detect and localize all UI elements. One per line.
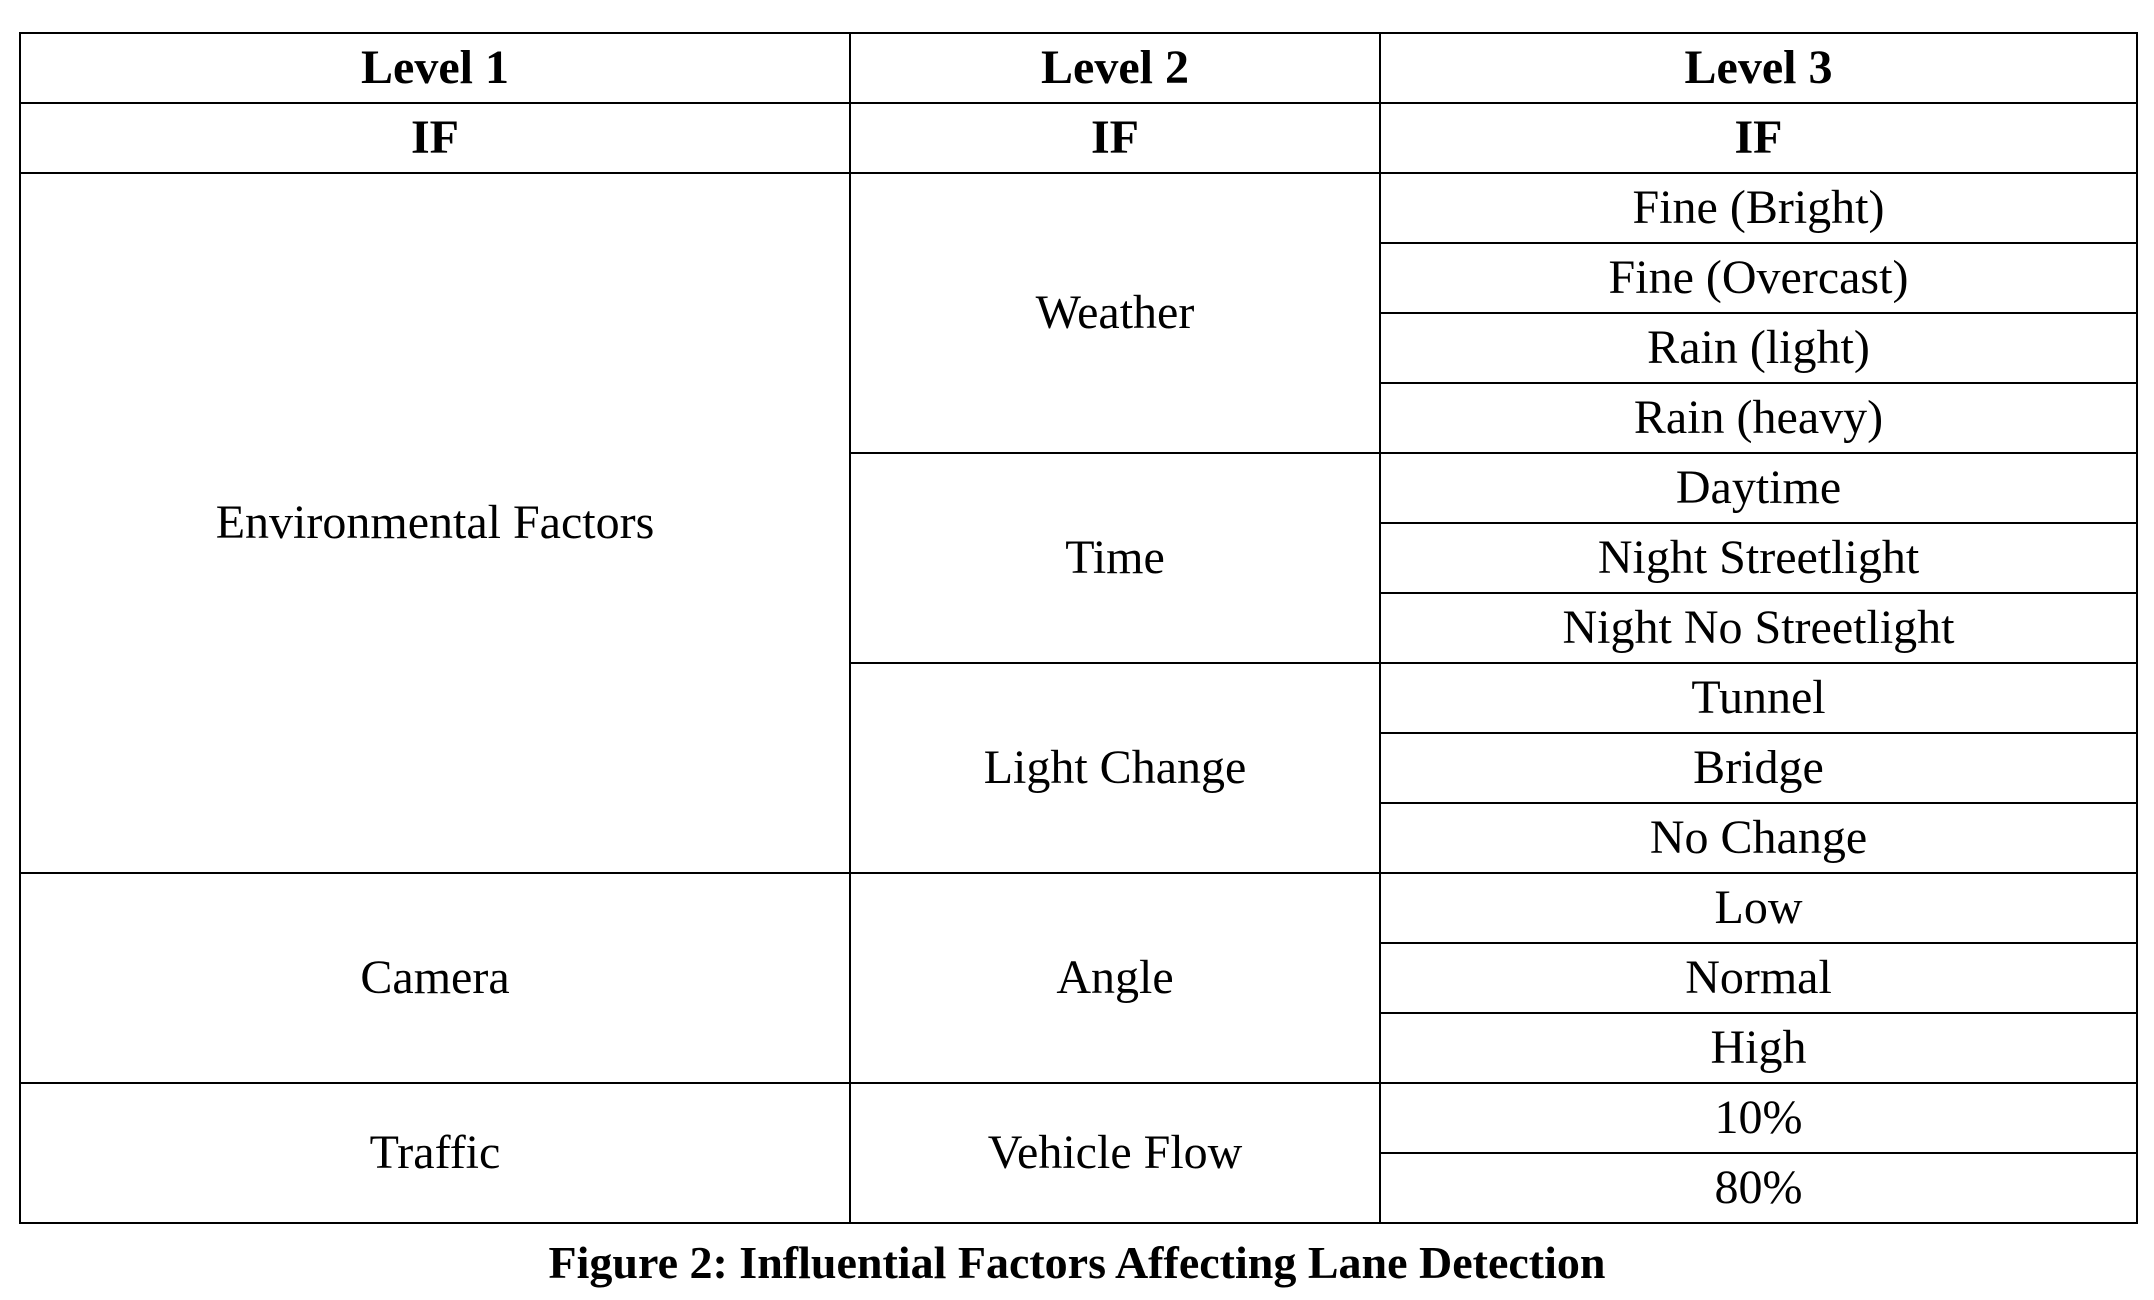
- level3-cell: Rain (heavy): [1380, 383, 2137, 453]
- level3-cell: 80%: [1380, 1153, 2137, 1223]
- table-row: [20, 873, 2137, 943]
- factors-table: [19, 32, 2138, 1224]
- level2-cell: Light Change: [850, 663, 1380, 873]
- level1-cell: Camera: [20, 873, 850, 1083]
- table-row: [20, 1083, 2137, 1153]
- level3-cell: No Change: [1380, 803, 2137, 873]
- figure-caption: Figure 2: Influential Factors Affecting Lane Detection: [548, 1237, 1606, 1288]
- header-if-level1: IF: [20, 103, 850, 173]
- level2-cell: Weather: [850, 173, 1380, 453]
- level3-cell: Bridge: [1380, 733, 2137, 803]
- level2-cell: Angle: [850, 873, 1380, 1083]
- level3-cell: Night Streetlight: [1380, 523, 2137, 593]
- header-if-level3: IF: [1380, 103, 2137, 173]
- header-level1: Level 1: [20, 33, 850, 103]
- level3-cell: Daytime: [1380, 453, 2137, 523]
- level3-cell: Fine (Overcast): [1380, 243, 2137, 313]
- level1-cell: Traffic: [20, 1083, 850, 1223]
- level3-cell: Low: [1380, 873, 2137, 943]
- header-level3: Level 3: [1380, 33, 2137, 103]
- level3-cell: Normal: [1380, 943, 2137, 1013]
- level3-cell: Rain (light): [1380, 313, 2137, 383]
- level1-cell: Environmental Factors: [20, 173, 850, 873]
- level3-cell: Tunnel: [1380, 663, 2137, 733]
- level3-cell: Night No Streetlight: [1380, 593, 2137, 663]
- header-if-level2: IF: [850, 103, 1380, 173]
- table-row: [20, 173, 2137, 243]
- level3-cell: High: [1380, 1013, 2137, 1083]
- header-row-levels: [20, 33, 2137, 103]
- level2-cell: Time: [850, 453, 1380, 663]
- header-row-if: [20, 103, 2137, 173]
- header-level2: Level 2: [850, 33, 1380, 103]
- level3-cell: Fine (Bright): [1380, 173, 2137, 243]
- level3-cell: 10%: [1380, 1083, 2137, 1153]
- level2-cell: Vehicle Flow: [850, 1083, 1380, 1223]
